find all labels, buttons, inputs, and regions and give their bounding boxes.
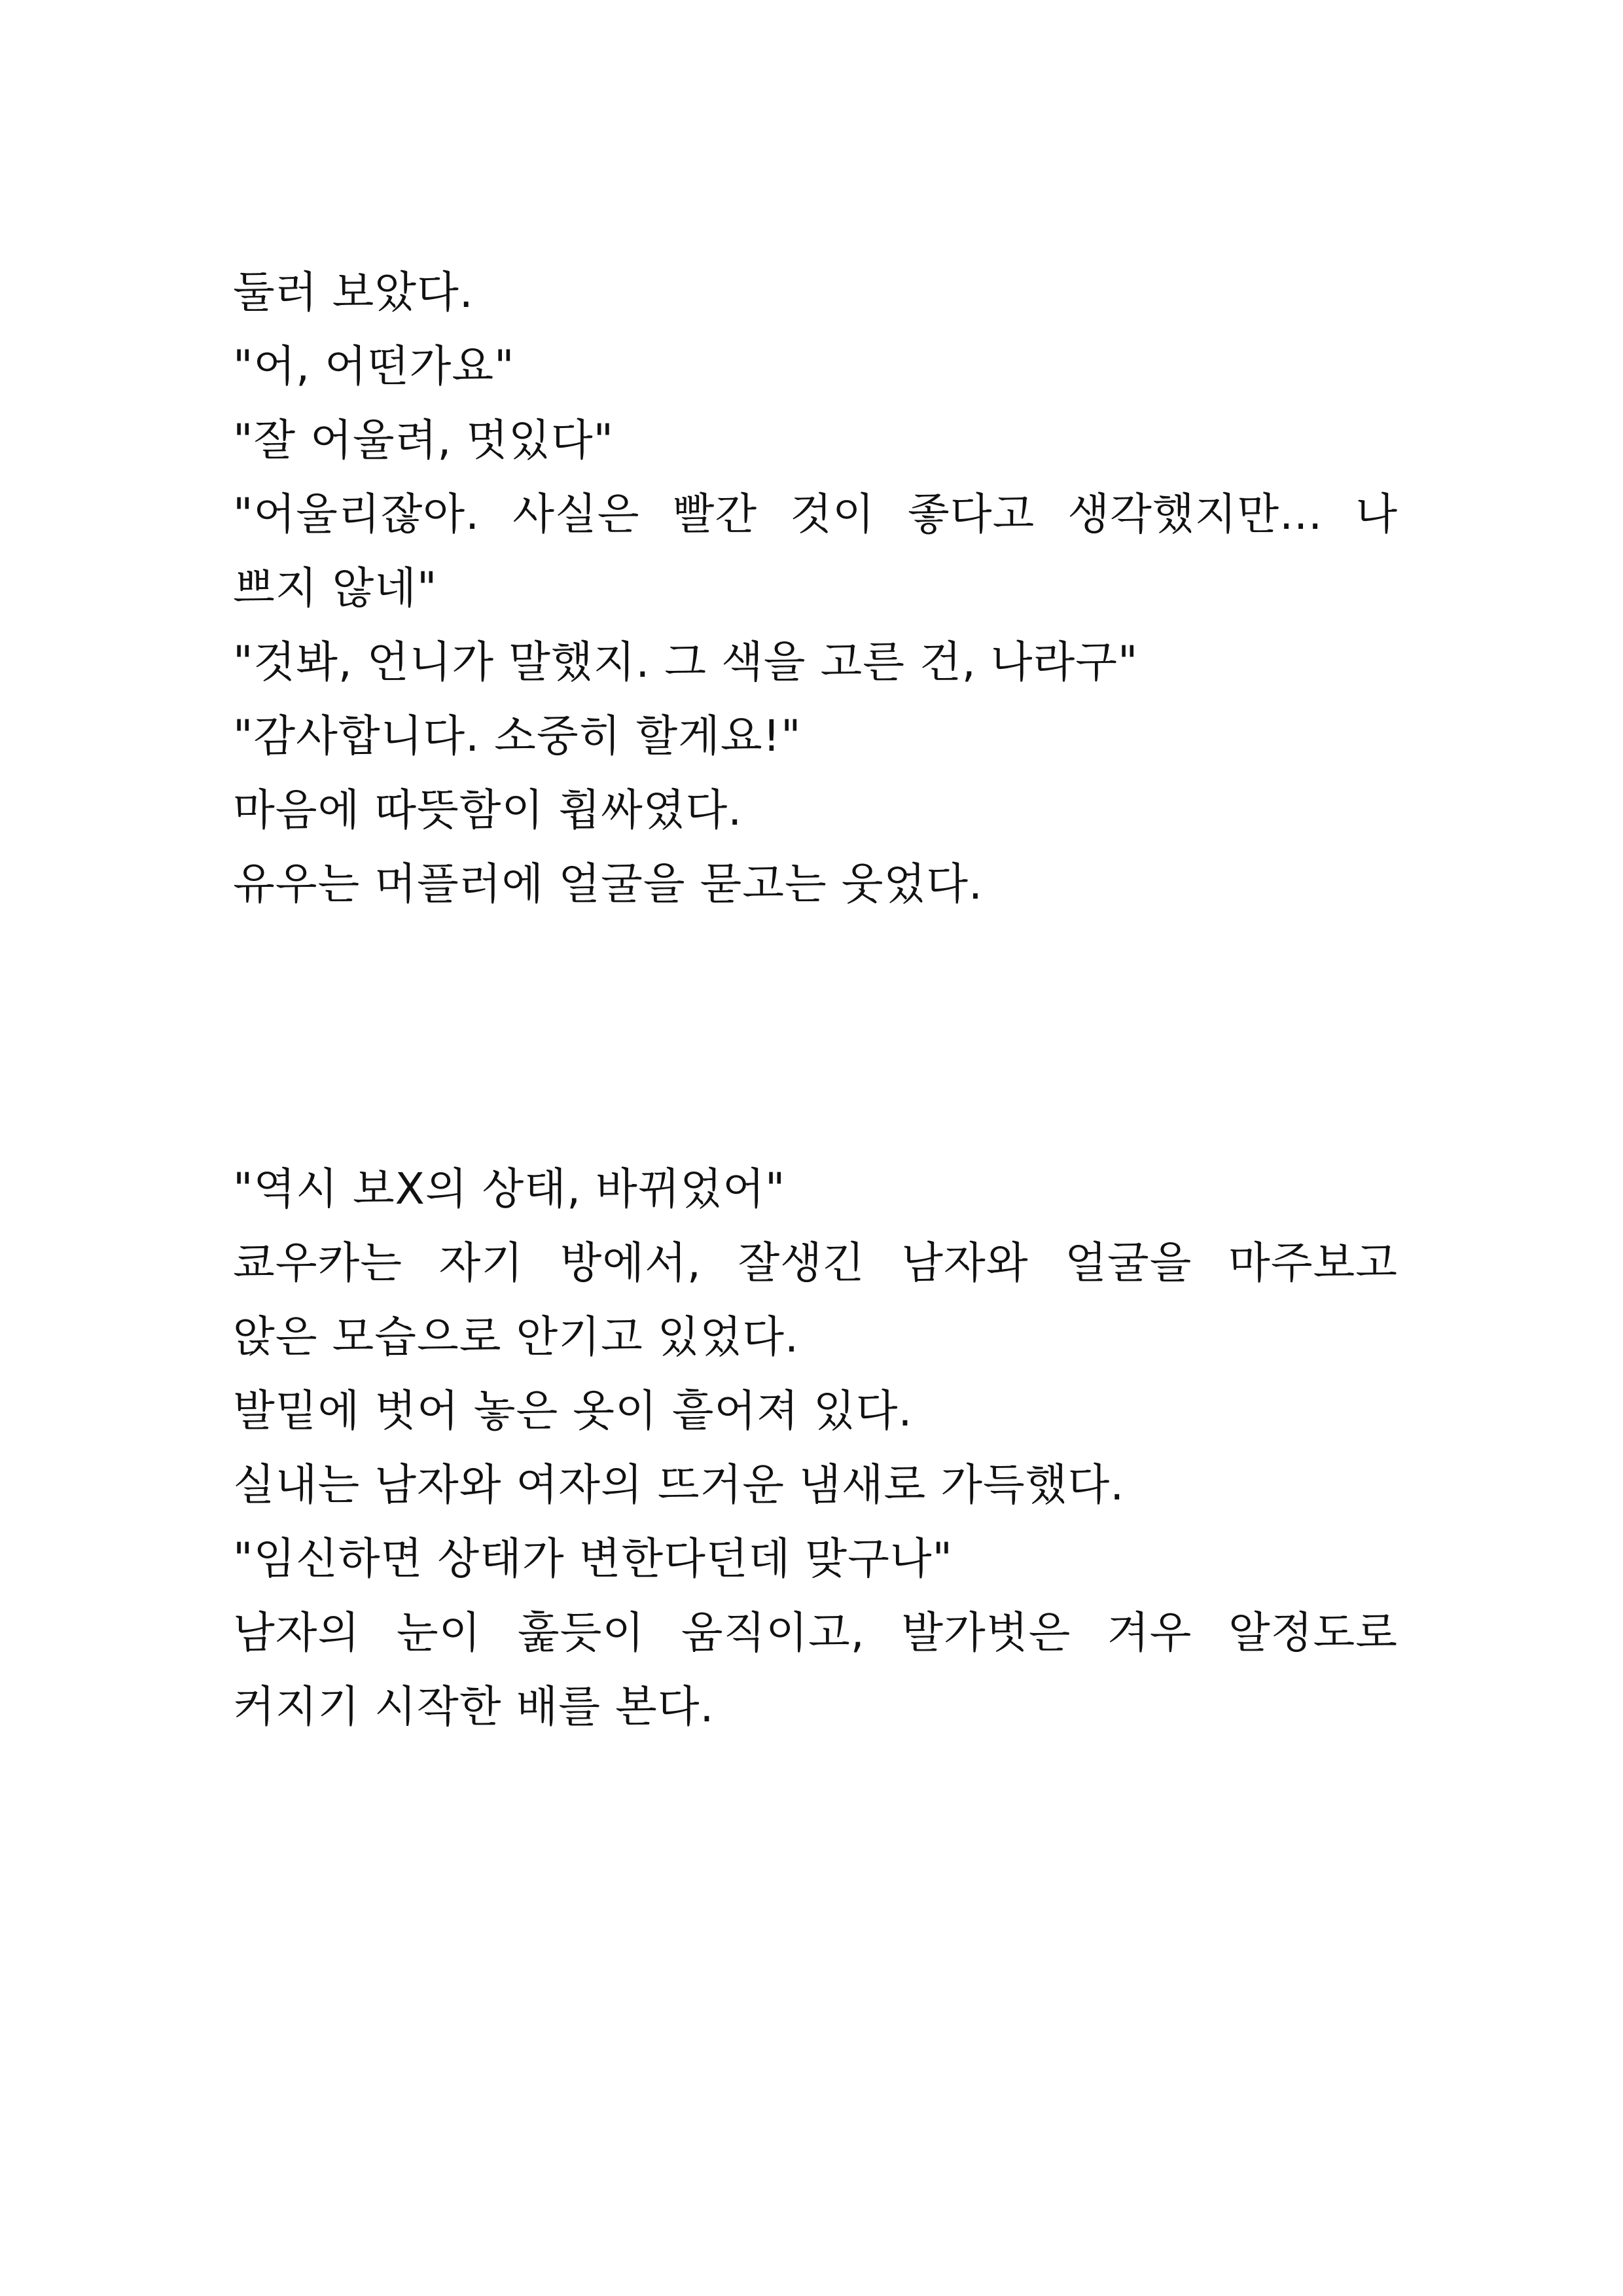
text-line: "역시 보X의 상태, 바뀌었어": [233, 1164, 786, 1214]
text-block-2: [233, 1152, 1398, 1744]
text-line: 둘러 보았다.: [233, 267, 474, 317]
text-line: "것봐, 언니가 말했지. 그 색을 고른 건, 나라구": [233, 637, 1139, 687]
text-line: "어, 어떤가요": [233, 341, 515, 391]
text-line: 유우는 머플러에 얼굴을 묻고는 웃었다.: [233, 859, 983, 909]
text-line: 마음에 따뜻함이 휩싸였다.: [233, 785, 743, 835]
text-line: 쿄우카는 자기 방에서, 잘생긴 남자와 얼굴을 마주보고: [233, 1238, 1398, 1288]
text-line: 커지기 시작한 배를 본다.: [233, 1681, 715, 1732]
text-line: "감사합니다. 소중히 할게요!": [233, 711, 802, 761]
text-block-1: [233, 255, 1398, 921]
text-line: 발밑에 벗어 놓은 옷이 흩어져 있다.: [233, 1386, 913, 1436]
text-line: 쁘지 않네": [233, 563, 438, 613]
text-line: "어울리잖아. 사실은 빨간 것이 좋다고 생각했지만... 나: [233, 489, 1398, 539]
text-line: 남자의 눈이 훑듯이 움직이고, 발가벗은 겨우 알정도로: [233, 1607, 1398, 1658]
text-line: "잘 어울려, 멋있다": [233, 415, 614, 465]
text-line: 실내는 남자와 여자의 뜨거운 냄새로 가득했다.: [233, 1460, 1125, 1510]
text-line: 앉은 모습으로 안기고 있었다.: [233, 1312, 799, 1362]
text-line: "임신하면 상태가 변한다던데 맞구나": [233, 1534, 953, 1584]
